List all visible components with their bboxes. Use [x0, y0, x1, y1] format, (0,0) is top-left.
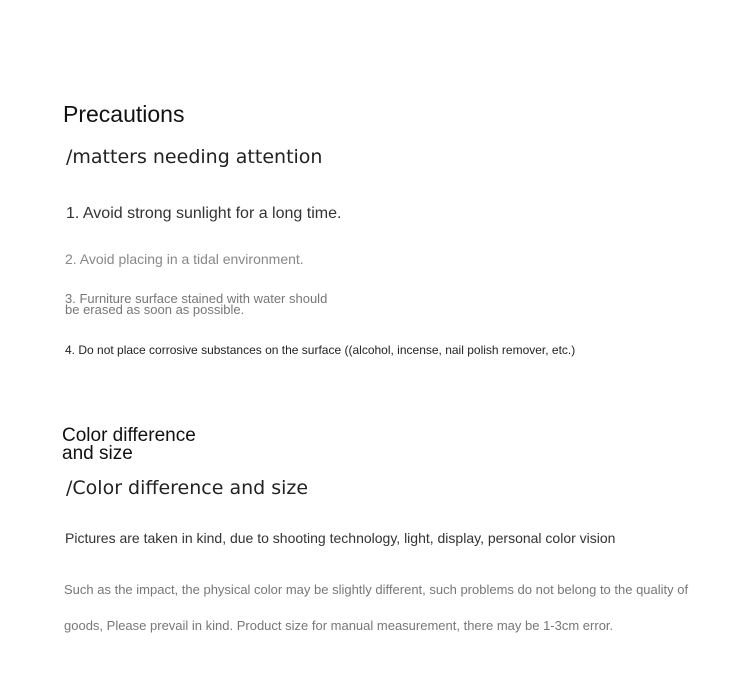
- color-size-title: [62, 427, 196, 463]
- precautions-title: Precautions: [63, 101, 185, 127]
- precaution-item-1: 1. Avoid strong sunlight for a long time.: [66, 205, 342, 222]
- color-size-paragraph-1: Pictures are taken in kind, due to shooting technology, light, display, personal color vision: [65, 530, 616, 546]
- precaution-item-4: 4. Do not place corrosive substances on the surface ((alcohol, incense, nail polish remover, etc.): [65, 343, 576, 357]
- precautions-subtitle: /matters needing attention: [66, 146, 323, 168]
- color-size-paragraph-2-line-1: Such as the impact, the physical color may be slightly different, such problems do not belong to the quality of: [64, 582, 689, 597]
- precaution-item-2: 2. Avoid placing in a tidal environment.: [65, 251, 304, 267]
- color-size-title-line-2: and size: [62, 443, 133, 464]
- color-size-subtitle: /Color difference and size: [66, 477, 309, 499]
- color-size-title-line-1: Color difference: [62, 425, 196, 446]
- precaution-item-3: [65, 293, 385, 315]
- precaution-item-3-line-2: be erased as soon as possible.: [65, 302, 245, 317]
- color-size-paragraph-2-line-2: goods, Please prevail in kind. Product size for manual measurement, there may be 1-3cm error.: [64, 618, 614, 633]
- precaution-item-3-line-1: 3. Furniture surface stained with water should: [65, 291, 328, 306]
